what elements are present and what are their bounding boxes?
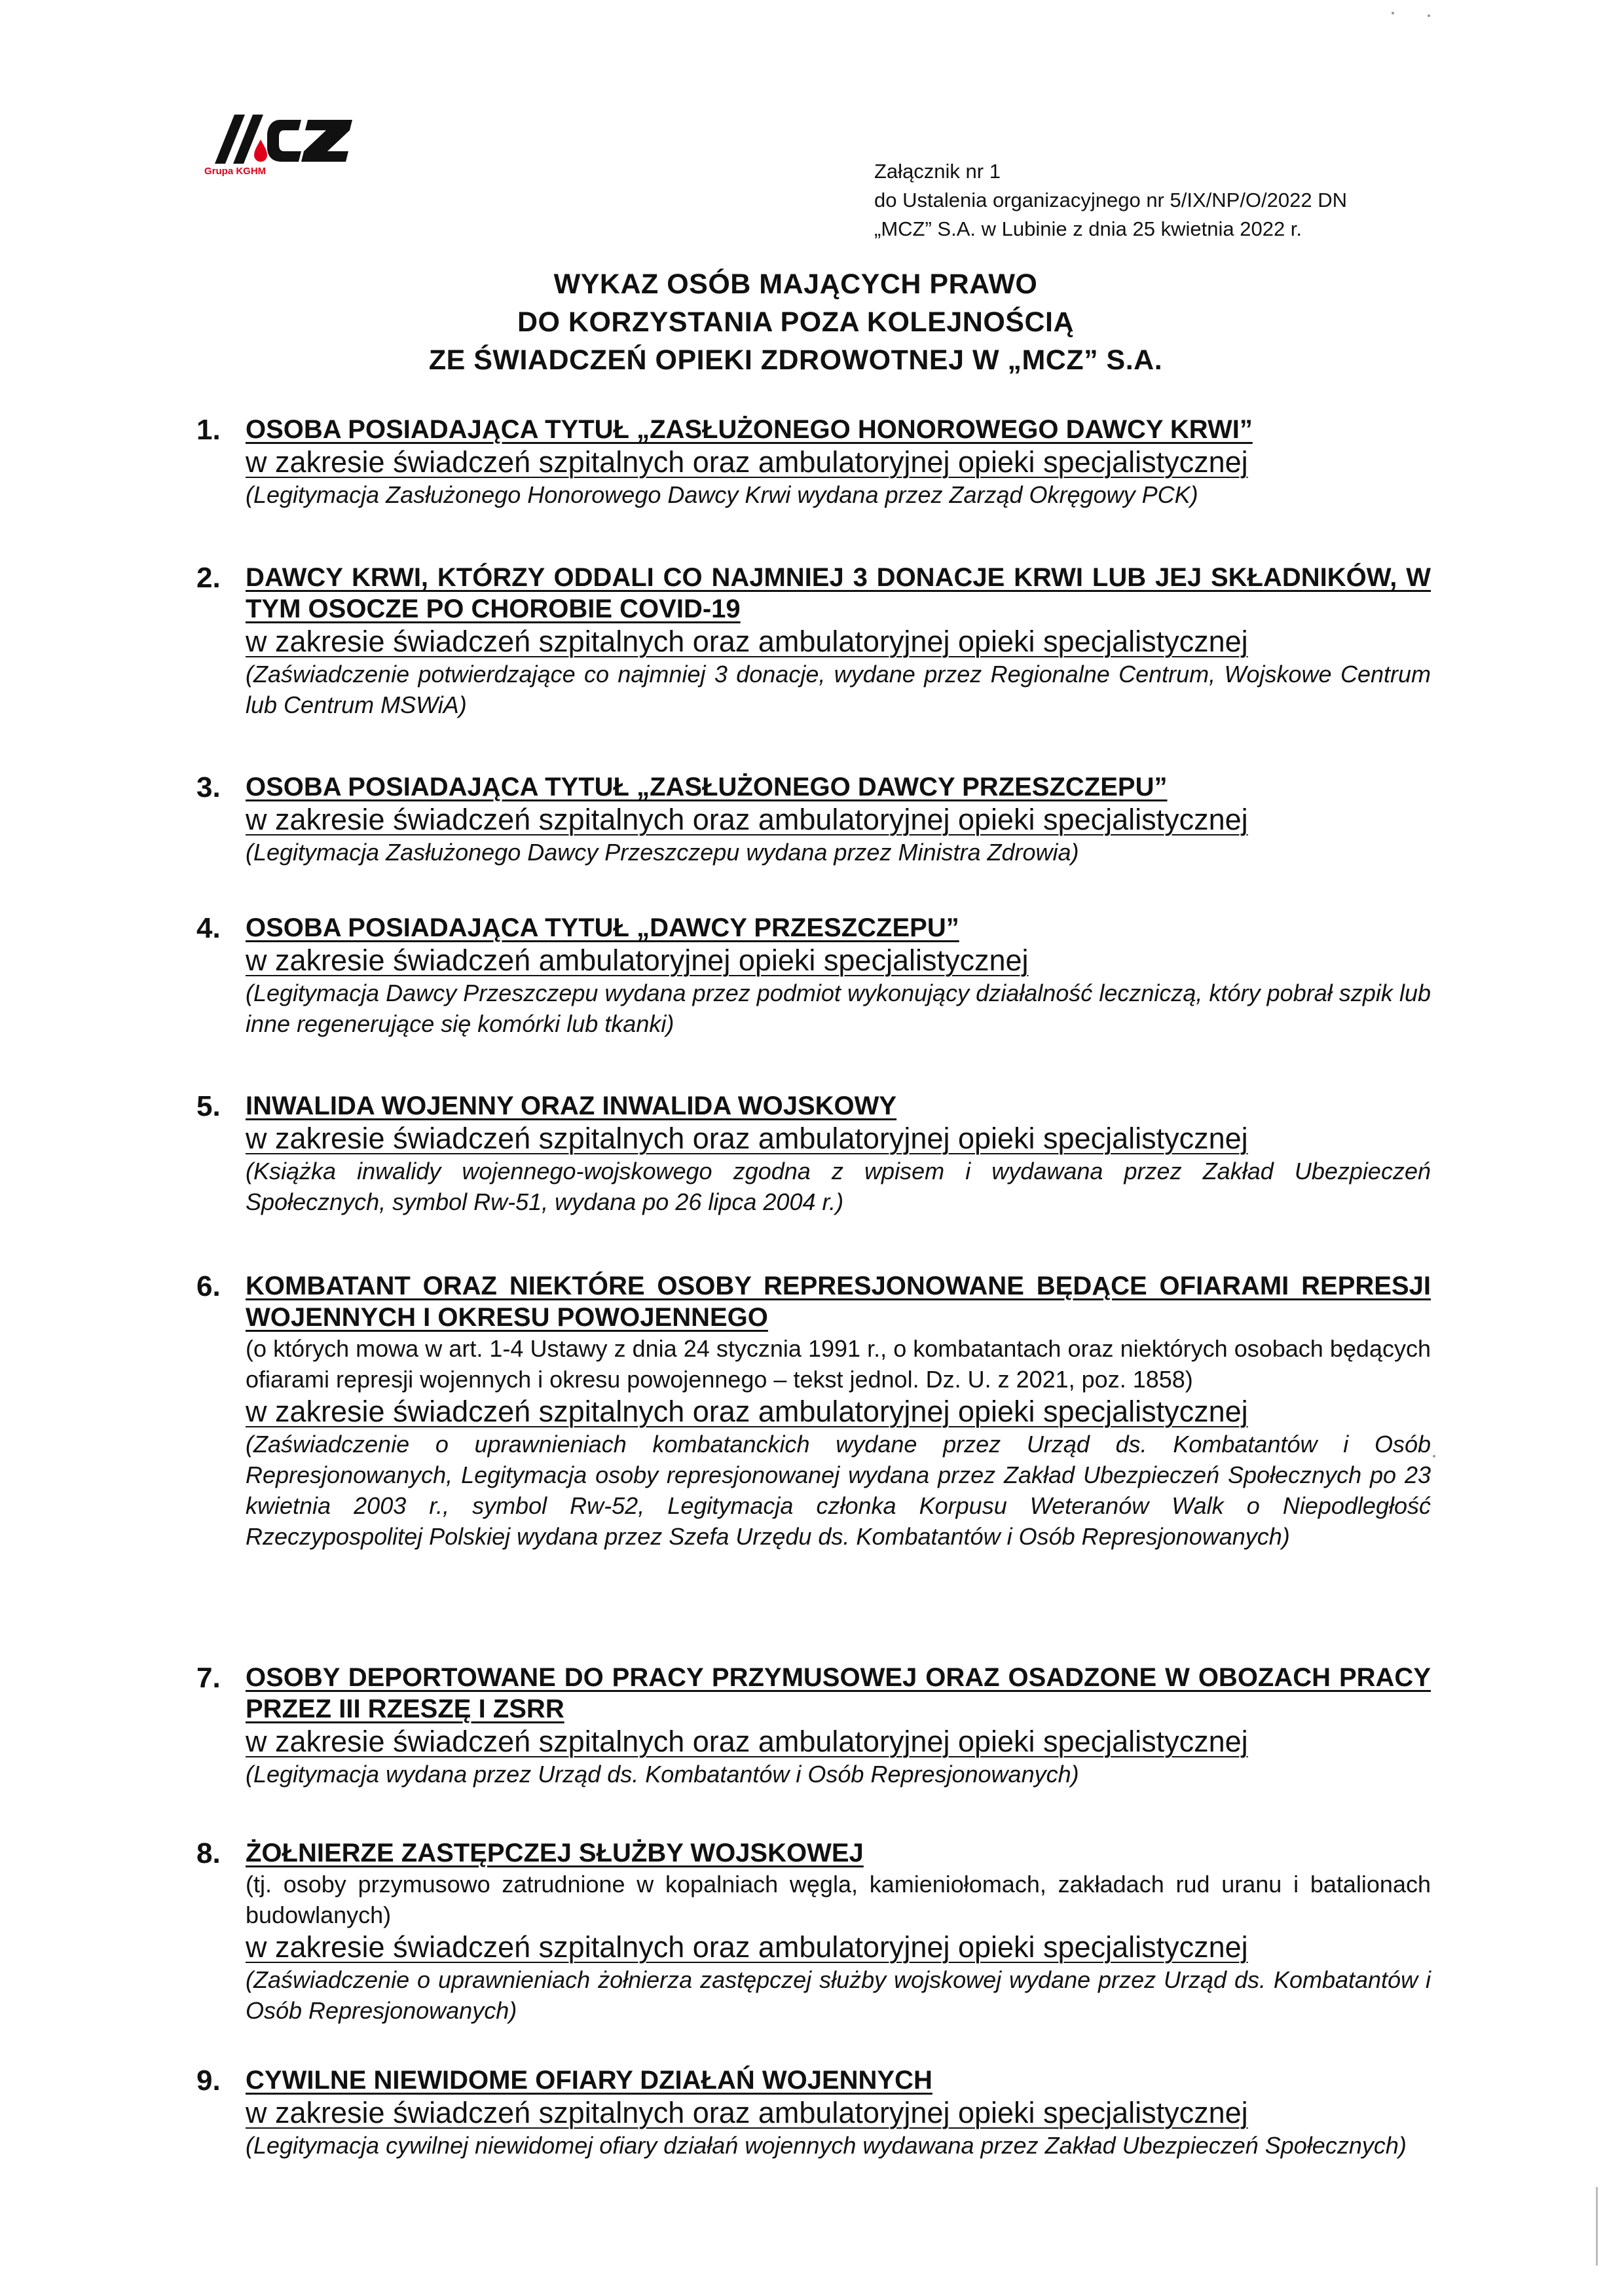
item-heading: OSOBY DEPORTOWANE DO PRACY PRZYMUSOWEJ ORAZ OSADZONE W OBOZACH PRACY PRZEZ III RZESZĘ I ZSRR xyxy=(246,1663,1431,1723)
scan-artifact xyxy=(1428,14,1430,17)
item-body xyxy=(246,1837,1431,2026)
scan-edge-mark xyxy=(1596,2187,1598,2266)
item-note: (Legitymacja cywilnej niewidomej ofiary działań wojennych wydawana przez Zakład Ubezpieczeń Społecznych) xyxy=(246,2132,1407,2159)
item-note: (Zaświadczenie potwierdzające co najmniej 3 donacje, wydane przez Regionalne Centrum, Wojskowe Centrum lub Centrum MSWiA) xyxy=(246,661,1431,718)
item-body xyxy=(246,414,1431,510)
item-body xyxy=(246,1090,1431,1217)
item-number: 9. xyxy=(196,2065,221,2097)
item-note: (Legitymacja Zasłużonego Dawcy Przeszczepu wydana przez Ministra Zdrowia) xyxy=(246,839,1079,866)
item-heading: KOMBATANT ORAZ NIEKTÓRE OSOBY REPRESJONOWANE BĘDĄCE OFIARAMI REPRESJI WOJENNYCH I OKRESU POWOJENNEGO xyxy=(246,1272,1431,1332)
item-note: (Legitymacja wydana przez Urząd ds. Kombatantów i Osób Represjonowanych) xyxy=(246,1761,1079,1788)
item-number: 2. xyxy=(196,562,221,594)
item-scope: w zakresie świadczeń szpitalnych oraz ambulatoryjnej opieki specjalistycznej xyxy=(246,2096,1248,2129)
item-body xyxy=(246,912,1431,1039)
item-body xyxy=(246,2065,1431,2161)
item-number: 1. xyxy=(196,414,221,446)
item-scope: w zakresie świadczeń ambulatoryjnej opieki specjalistycznej xyxy=(246,944,1029,977)
item-body xyxy=(246,1662,1431,1790)
item-heading: DAWCY KRWI, KTÓRZY ODDALI CO NAJMNIEJ 3 DONACJE KRWI LUB JEJ SKŁADNIKÓW, W TYM OSOCZE PO CHOROBIE COVID-19 xyxy=(246,563,1431,623)
item-number: 6. xyxy=(196,1270,221,1302)
title-line: ZE ŚWIADCZEŃ OPIEKI ZDROWOTNEJ W „MCZ” S.A. xyxy=(428,344,1163,376)
annex-line: „MCZ” S.A. w Lubinie z dnia 25 kwietnia 2022 r. xyxy=(874,217,1302,240)
item-number: 5. xyxy=(196,1090,221,1122)
item-scope: w zakresie świadczeń szpitalnych oraz ambulatoryjnej opieki specjalistycznej xyxy=(246,1122,1248,1155)
item-scope: w zakresie świadczeń szpitalnych oraz ambulatoryjnej opieki specjalistycznej xyxy=(246,1725,1248,1758)
item-note: (Zaświadczenie o uprawnieniach kombatanckich wydane przez Urząd ds. Kombatantów i Osób Represjonowanych, Legitymacja osoby represjonowanej wydana przez Zakład Ubezpieczeń Społecznych po 23 kwietnia 2003 r., symbol Rw-52, Legitymacja członka Korpusu Weteranów Walk o Niepodległość Rzeczypospolitej Polskiej wydana przez Szefa Urzędu ds. Kombatantów i Osób Represjonowanych) xyxy=(246,1431,1431,1550)
item-heading: OSOBA POSIADAJĄCA TYTUŁ „ZASŁUŻONEGO DAWCY PRZESZCZEPU” xyxy=(246,773,1168,801)
item-scope: w zakresie świadczeń szpitalnych oraz ambulatoryjnej opieki specjalistycznej xyxy=(246,445,1248,479)
title-line: WYKAZ OSÓB MAJĄCYCH PRAWO xyxy=(553,268,1038,300)
item-body xyxy=(246,1270,1431,1552)
item-number: 7. xyxy=(196,1662,221,1694)
item-body xyxy=(246,562,1431,720)
item-number: 8. xyxy=(196,1837,221,1869)
item-clarification: (tj. osoby przymusowo zatrudnione w kopalniach węgla, kamieniołomach, zakładach rud uranu i batalionach budowlanych) xyxy=(246,1871,1431,1928)
item-note: (Legitymacja Zasłużonego Honorowego Dawcy Krwi wydana przez Zarząd Okręgowy PCK) xyxy=(246,481,1198,508)
item-body xyxy=(246,771,1431,868)
title-line: DO KORZYSTANIA POZA KOLEJNOŚCIĄ xyxy=(517,306,1075,338)
annex-reference xyxy=(874,157,1347,244)
item-scope: w zakresie świadczeń szpitalnych oraz ambulatoryjnej opieki specjalistycznej xyxy=(246,803,1248,836)
item-number: 4. xyxy=(196,912,221,944)
item-heading: ŻOŁNIERZE ZASTĘPCZEJ SŁUŻBY WOJSKOWEJ xyxy=(246,1839,864,1867)
item-note: (Legitymacja Dawcy Przeszczepu wydana przez podmiot wykonujący działalność leczniczą, który pobrał szpik lub inne regenerujące się komórki lub tkanki) xyxy=(246,980,1431,1037)
item-number: 3. xyxy=(196,771,221,803)
scan-artifact xyxy=(1433,1455,1435,1458)
annex-line: do Ustalenia organizacyjnego nr 5/IX/NP/O/2022 DN xyxy=(874,189,1348,211)
item-scope: w zakresie świadczeń szpitalnych oraz ambulatoryjnej opieki specjalistycznej xyxy=(246,1395,1248,1428)
item-legal-reference: (o których mowa w art. 1-4 Ustawy z dnia 24 stycznia 1991 r., o kombatantach oraz niektórych osobach będących ofiarami represji wojennych i okresu powojennego – tekst jednol. Dz. U. z 2021, poz. 1858) xyxy=(246,1335,1431,1393)
item-heading: OSOBA POSIADAJĄCA TYTUŁ „DAWCY PRZESZCZEPU” xyxy=(246,913,959,942)
item-scope: w zakresie świadczeń szpitalnych oraz ambulatoryjnej opieki specjalistycznej xyxy=(246,625,1248,658)
item-scope: w zakresie świadczeń szpitalnych oraz ambulatoryjnej opieki specjalistycznej xyxy=(246,1930,1248,1964)
item-heading: OSOBA POSIADAJĄCA TYTUŁ „ZASŁUŻONEGO HONOROWEGO DAWCY KRWI” xyxy=(246,415,1253,444)
item-note: (Zaświadczenie o uprawnieniach żołnierza zastępczej służby wojskowej wydane przez Urząd ds. Kombatantów i Osób Represjonowanych) xyxy=(246,1966,1431,2024)
scan-artifact xyxy=(1392,12,1394,14)
item-note: (Książka inwalidy wojennego-wojskowego zgodna z wpisem i wydawana przez Zakład Ubezpieczeń Społecznych, symbol Rw-51, wydana po 26 lipca 2004 r.) xyxy=(246,1158,1431,1215)
document-title xyxy=(0,265,1624,379)
logo-subtext: Grupa KGHM xyxy=(204,166,267,177)
item-heading: INWALIDA WOJENNY ORAZ INWALIDA WOJSKOWY xyxy=(246,1092,897,1120)
item-heading: CYWILNE NIEWIDOME OFIARY DZIAŁAŃ WOJENNYCH xyxy=(246,2066,932,2095)
annex-line: Załącznik nr 1 xyxy=(874,160,1001,183)
